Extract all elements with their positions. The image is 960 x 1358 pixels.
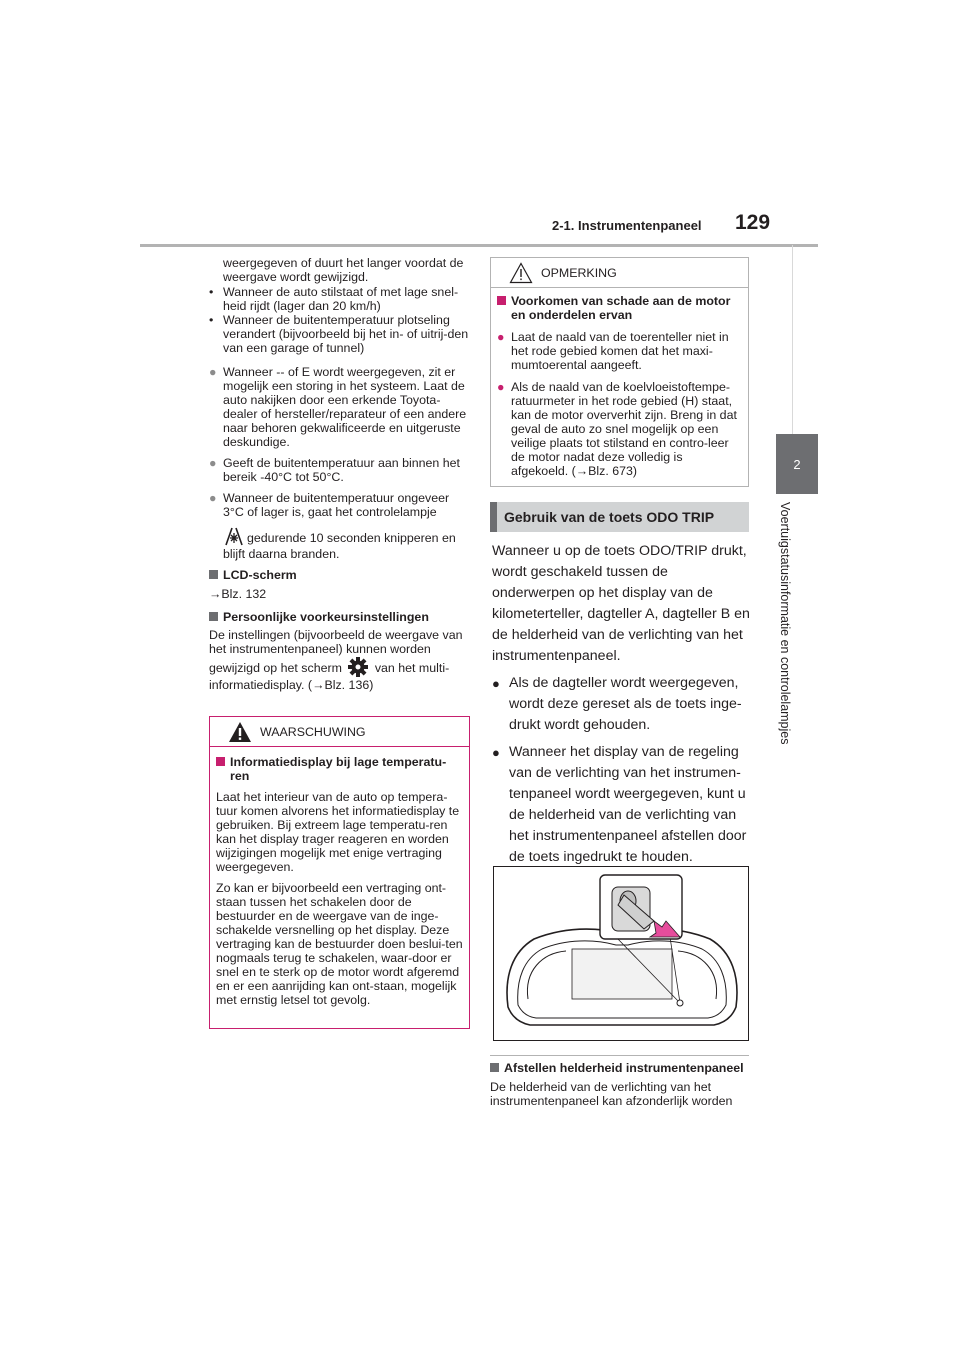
brightness-heading-text: Afstellen helderheid instrumentenpaneel xyxy=(504,1061,744,1075)
bullet-range: ● Geeft de buitentemperatuur aan binnen het bereik -40°C tot 50°C. xyxy=(209,456,460,484)
bullet-text: Wanneer de buitentemperatuur ongeveer 3°C of lager is, gaat het controlelampje xyxy=(223,491,450,519)
note-bullet-text: Als de naald van de koelvloeistoftempe-ratuurmeter in het rode gebied (H) staat, kan de motor oververhit zijn. Breng in dat geval de auto zo snel mogelijk op een veilige plaats tot stilstand en contro-leer de motor nadat deze volledig is afgekoeld. (→Blz. 673) xyxy=(511,380,737,478)
brightness-text: De helderheid van de verlichting van het instrumentenpaneel kan afzonderlijk worden xyxy=(490,1080,733,1108)
square-bullet xyxy=(490,1063,499,1072)
bullet-text: gedurende 10 seconden knipperen en blijft daarna branden. xyxy=(223,531,456,561)
pref-text xyxy=(209,628,471,692)
square-bullet xyxy=(497,296,506,305)
instrument-cluster-drawing xyxy=(494,867,749,1041)
warning-box xyxy=(209,716,470,1029)
gear-icon xyxy=(347,656,369,678)
intro-text: weergegeven of duurt het langer voordat de weergave wordt gewijzigd. xyxy=(223,256,464,284)
left-column xyxy=(209,256,471,692)
odo-bullet-text: Als de dagteller wordt weergegeven, wordt deze gereset als de toets inge-drukt wordt gehouden. xyxy=(509,675,742,733)
pref-heading-text: Persoonlijke voorkeursinstellingen xyxy=(223,610,429,624)
side-rule xyxy=(792,245,793,434)
square-bullet xyxy=(216,757,225,766)
note-heading xyxy=(497,294,742,322)
odo-heading-bar xyxy=(490,502,749,532)
odo-body xyxy=(492,541,750,868)
page-number: 129 xyxy=(735,211,771,234)
odo-bullet-text: Wanneer het display van de regeling van de verlichting van het instrumen-tenpaneel wordt weergegeven, kunt u de helderheid van de verlichting van het instrumentenpaneel afstellen door de toets ingedrukt te houden. xyxy=(509,744,747,865)
dash-item: • Wanneer de buitentemperatuur plotseling verandert (bijvoorbeeld bij het in- of uitrij-den van een garage of tunnel) xyxy=(209,313,469,355)
section-title: 2-1. Instrumentenpaneel xyxy=(552,218,702,233)
pref-text-b: van het multi-informatiedisplay. (→Blz. 136) xyxy=(209,661,450,692)
odo-bullet: ● Wanneer het display van de regeling van de verlichting van het instrumen-tenpaneel wordt weergegeven, kunt u de helderheid van de verlichting van het instrumentenpaneel afstellen door de toets ingedrukt te houden. xyxy=(492,744,747,865)
warning-p1: Laat het interieur van de auto op tempera-tuur komen alvorens het informatiedisplay te gebruiken. Bij extreem lage temperatu-ren kan het display trager reageren en worden wijzigingen mogelijk met enige vertraging weergegeven. xyxy=(216,790,460,874)
note-bullet: ● Als de naald van de koelvloeistoftempe-ratuurmeter in het rode gebied (H) staat, kan de motor oververhit zijn. Breng in dat geval de auto zo snel mogelijk op een veilige plaats tot stilstand en contro-leer de motor nadat deze volledig is afgekoeld. (→Blz. 673) xyxy=(497,380,737,478)
chapter-number: 2 xyxy=(793,456,801,472)
note-heading-text: Voorkomen van schade aan de motor en onderdelen ervan xyxy=(511,294,731,322)
pref-heading xyxy=(209,610,471,624)
warning-title-bar xyxy=(210,717,469,747)
dash-item-text: Wanneer de buitentemperatuur plotseling verandert (bijvoorbeeld bij het in- of uitrij-den van een garage of tunnel) xyxy=(223,313,469,355)
brightness-heading xyxy=(490,1061,752,1075)
ice-warning-icon xyxy=(223,525,245,547)
bullet-storing: ● Wanneer -- of E wordt weergegeven, zit er mogelijk een storing in het systeem. Laat de auto nakijken door een erkende Toyota-dealer of hersteller/reparateur of een andere naar behoren gekwalificeerde en uitgeruste deskundige. xyxy=(209,365,467,449)
heading-accent xyxy=(490,502,497,532)
dash-item: • Wanneer de auto stilstaat of met lage snel-heid rijdt (lager dan 20 km/h) xyxy=(209,285,459,313)
note-bullet-text: Laat de naald van de toerenteller niet in het rode gebied komen dat het maxi-mumtoerental aangeeft. xyxy=(511,330,729,372)
dash-item-text: Wanneer de auto stilstaat of met lage snel-heid rijdt (lager dan 20 km/h) xyxy=(223,285,459,313)
warning-title: WAARSCHUWING xyxy=(260,724,366,739)
chapter-tab xyxy=(776,434,818,494)
instrument-panel-figure xyxy=(493,866,749,1041)
note-title-bar xyxy=(491,258,748,288)
lcd-heading xyxy=(209,568,471,582)
warning-triangle-icon xyxy=(228,721,252,743)
note-box xyxy=(490,257,749,487)
note-title: OPMERKING xyxy=(541,265,617,280)
note-bullet: ● Laat de naald van de toerenteller niet in het rode gebied komen dat het maxi-mumtoerental aangeeft. xyxy=(497,330,729,372)
bullet-text: Wanneer -- of E wordt weergegeven, zit er mogelijk een storing in het systeem. Laat de auto nakijken door een erkende Toyota-dealer of hersteller/reparateur of een andere naar behoren gekwalificeerde en uitgeruste deskundige. xyxy=(223,365,467,449)
brightness-section xyxy=(490,1061,752,1108)
bullet-ice-warning: ● Wanneer de buitentemperatuur ongeveer 3°C of lager is, gaat het controlelampje xyxy=(209,491,450,519)
odo-intro: Wanneer u op de toets ODO/TRIP drukt, wordt geschakeld tussen de onderwerpen op het display van de kilometerteller, dagteller A, dagteller B en de helderheid van de verlichting van het instrumentenpaneel. xyxy=(492,543,750,664)
warning-p2: Zo kan er bijvoorbeeld een vertraging ont-staan tussen het schakelen door de bestuurder en de weergave van de inge-schakelde versnelling op het display. Deze vertraging kan de bestuurder doen beslui-ten nogmaals terug te schakelen, waar-door er snel en te sterk op de motor wordt afgeremd en er een aanrijding kan ont-staan, mogelijk met ernstig letsel tot gevolg. xyxy=(216,881,463,1007)
odo-heading: Gebruik van de toets ODO TRIP xyxy=(504,509,715,525)
square-bullet xyxy=(209,612,218,621)
bullet-ice-warning-cont xyxy=(209,525,471,561)
square-bullet xyxy=(209,570,218,579)
header-rule xyxy=(140,244,818,247)
lcd-heading-text: LCD-scherm xyxy=(223,568,297,582)
section-rule xyxy=(490,1055,749,1056)
lcd-ref[interactable]: →Blz. 132 xyxy=(209,587,267,601)
warning-heading xyxy=(216,755,463,783)
pref-text-a: De instellingen (bijvoorbeeld de weergave van het instrumentenpaneel) kunnen worden gewijzigd op het scherm xyxy=(209,628,463,675)
warning-heading-text: Informatiedisplay bij lage temperatu-ren xyxy=(230,755,447,783)
odo-bullet: ● Als de dagteller wordt weergegeven, wordt deze gereset als de toets inge-drukt wordt gehouden. xyxy=(492,675,742,733)
bullet-text: Geeft de buitentemperatuur aan binnen het bereik -40°C tot 50°C. xyxy=(223,456,460,484)
side-title xyxy=(778,502,810,802)
caution-triangle-icon xyxy=(509,262,533,284)
side-title-text: Voertuigstatusinformatie en controlelampjes xyxy=(778,502,792,745)
